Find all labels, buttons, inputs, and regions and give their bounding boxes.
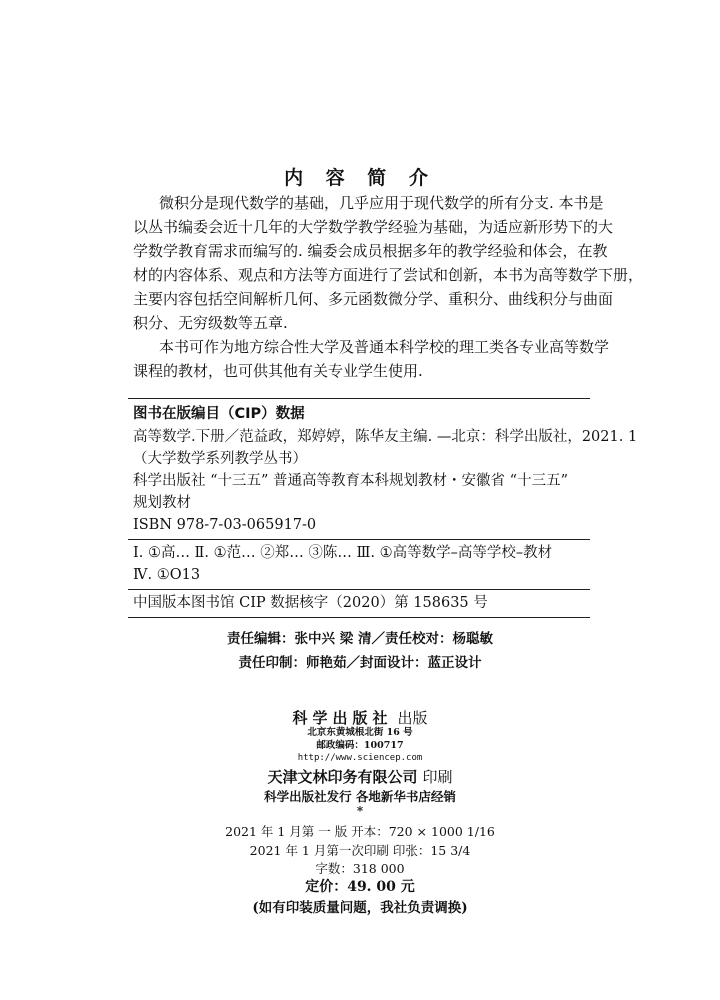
- cip-lower-rule: [128, 589, 590, 590]
- intro-line: 材的内容体系、观点和方法等方面进行了尝试和创新，本书为高等数学下册，: [133, 266, 644, 284]
- intro-line: 学数学教育需求而编写的. 编委会成员根据多年的教学经验和体会，在教: [133, 242, 608, 260]
- cip-bottom-rule: [128, 617, 590, 618]
- intro-line: 主要内容包括空间解析几何、多元函数微分学、重积分、曲线积分与曲面: [133, 290, 614, 308]
- price: 定价：49. 00 元: [305, 879, 415, 895]
- separator-star: *: [356, 804, 364, 818]
- cip-isbn: ISBN 978-7-03-065917-0: [133, 517, 317, 533]
- cip-heading: 图书在版编目（CIP）数据: [133, 406, 305, 422]
- cip-line: 规划教材: [133, 495, 191, 511]
- intro-line: 课程的教材，也可供其他有关专业学生使用.: [133, 362, 423, 380]
- cip-classification: Ⅳ. ①O13: [133, 567, 201, 583]
- cip-classification: Ⅰ. ①高… Ⅱ. ①范… ②郑… ③陈… Ⅲ. ①高等数学–高等学校–教材: [133, 545, 553, 561]
- publisher-action: 出版: [397, 709, 428, 727]
- cip-line: 科学出版社 “十三五” 普通高等教育本科规划教材・安徽省 “十三五”: [133, 473, 568, 489]
- cip-line: 高等数学.下册／范益政，郑婷婷，陈华友主编. —北京：科学出版社，2021. 1: [133, 429, 638, 445]
- cip-record: 中国版本图书馆 CIP 数据核字（2020）第 158635 号: [133, 595, 488, 611]
- printer-action: 印刷: [422, 768, 453, 786]
- intro-line: 本书可作为地方综合性大学及普通本科学校的理工类各专业高等数学: [159, 338, 610, 356]
- cip-mid-rule: [128, 539, 590, 540]
- distribution-line: 科学出版社发行 各地新华书店经销: [264, 789, 456, 804]
- printer-name: 天津文林印务有限公司: [267, 768, 418, 786]
- intro-line: 以丛书编委会近十几年的大学数学教学经验为基础，为适应新形势下的大: [133, 218, 614, 236]
- cip-line: （大学数学系列教学丛书）: [133, 451, 307, 467]
- intro-line: 微积分是现代数学的基础，几乎应用于现代数学的所有分支. 本书是: [159, 194, 604, 212]
- page-title: 内 容 简 介: [284, 167, 436, 189]
- word-count: 字数：318 000: [315, 861, 405, 876]
- printing-line: 2021 年 1 月第一次印刷 印张：15 3/4: [249, 843, 471, 858]
- cip-top-rule: [128, 398, 590, 399]
- quality-notice: (如有印装质量问题，我社负责调换): [252, 900, 468, 916]
- credits-production: 责任印制：师艳茹／封面设计：蓝正设计: [238, 655, 482, 671]
- edition-line: 2021 年 1 月第 一 版 开本：720 × 1000 1/16: [225, 824, 495, 839]
- printer-line: [0, 766, 720, 787]
- credits-editors: 责任编辑：张中兴 梁 清／责任校对：杨聪敏: [227, 631, 493, 647]
- publisher-url: http://www.sciencep.com: [297, 753, 423, 763]
- publisher-brand: 科学出版社: [292, 709, 393, 727]
- intro-line: 积分、无穷级数等五章.: [133, 314, 288, 332]
- publisher-line: [0, 707, 720, 728]
- publisher-address: 北京东黄城根北街 16 号: [307, 727, 413, 738]
- publisher-postcode: 邮政编码：100717: [316, 740, 404, 751]
